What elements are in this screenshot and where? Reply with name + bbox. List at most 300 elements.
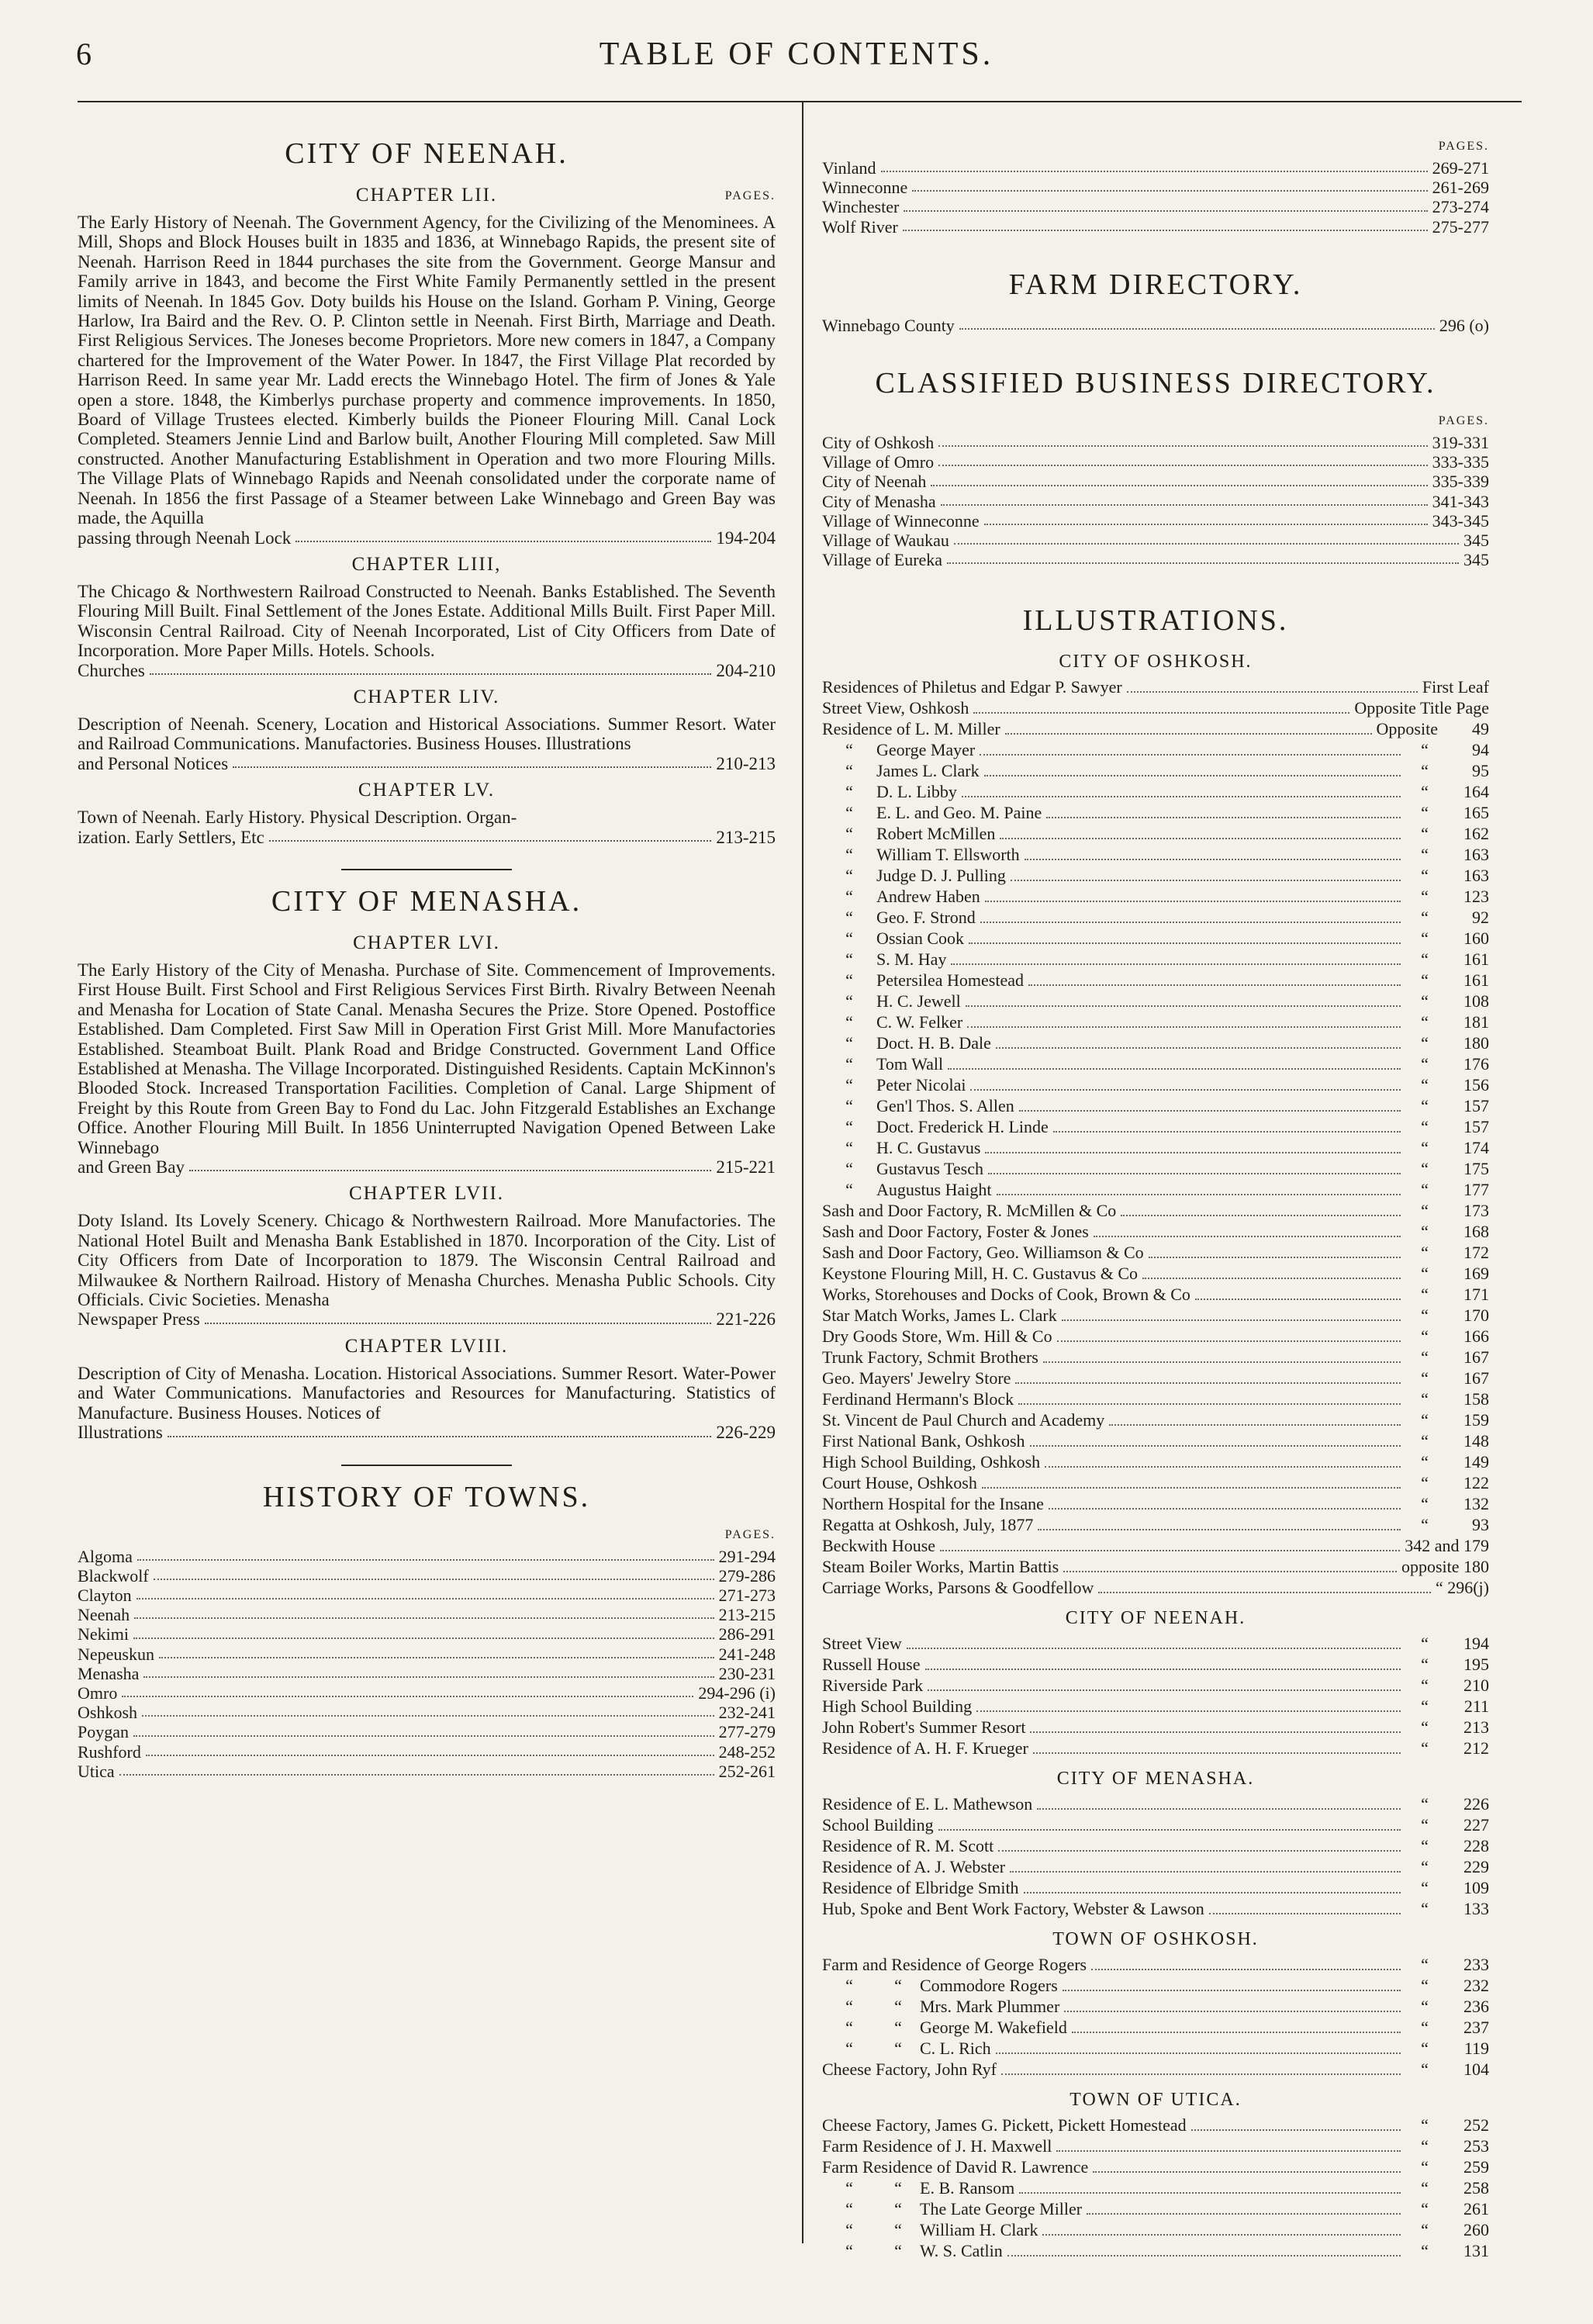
- chapter-heading-row: [78, 932, 776, 960]
- illustration-page: 159: [1463, 1410, 1489, 1430]
- entry-pages: 294-296 (i): [698, 1682, 776, 1703]
- illustration-name: Keystone Flouring Mill, H. C. Gustavus & Co: [822, 1264, 1139, 1284]
- dot-leader: [1093, 2171, 1401, 2173]
- dot-leader: [940, 1550, 1400, 1551]
- dot-leader: [119, 1762, 714, 1776]
- illustration-name: Russell House: [822, 1655, 921, 1675]
- illustration-name: Residence of Elbridge Smith: [822, 1878, 1019, 1898]
- illustration-page: 180: [1463, 1033, 1489, 1053]
- chapter-summary: Town of Neenah. Early History. Physical Description. Organ-: [78, 808, 517, 828]
- ditto-mark: “: [845, 2039, 853, 2059]
- illustration-name: William T. Ellsworth: [876, 845, 1020, 865]
- illustration-page: opposite 180: [1401, 1557, 1489, 1577]
- ditto-mark: “: [1421, 887, 1429, 907]
- illustration-entry: [822, 1075, 1489, 1096]
- dot-leader: [1019, 2192, 1401, 2194]
- ditto-mark: “: [1421, 1452, 1429, 1472]
- ditto-mark: “: [845, 1117, 853, 1137]
- ditto-mark: Opposite: [1376, 719, 1438, 739]
- illustration-name: Star Match Works, James L. Clark: [822, 1306, 1057, 1326]
- dot-leader: [938, 452, 1428, 466]
- ditto-mark: “: [845, 970, 853, 991]
- ditto-mark: “: [845, 991, 853, 1012]
- dot-leader: [159, 1644, 714, 1658]
- ditto-mark: “: [1421, 1264, 1429, 1284]
- ditto-mark: “: [1421, 1347, 1429, 1368]
- illustration-page: 181: [1463, 1012, 1489, 1032]
- dot-leader: [1091, 1969, 1401, 1970]
- illustration-page: Opposite Title Page: [1354, 698, 1489, 718]
- entry-pages: 232-241: [718, 1703, 776, 1723]
- entry-name: City of Oshkosh: [822, 433, 935, 453]
- illustration-name: Steam Boiler Works, Martin Battis: [822, 1557, 1059, 1577]
- illustration-name: E. B. Ransom: [920, 2178, 1015, 2198]
- entry-name: Village of Waukau: [822, 531, 949, 551]
- ditto-mark: “: [1421, 1096, 1429, 1116]
- entry-pages: 345: [1463, 550, 1489, 570]
- chapter-summary: The Early History of the City of Menasha. Purchase of Site. Commencement of Improvements. First House Built. First School and First Religious Services First Birth. Rivalry Between Neenah and Menasha for Location of State Canal. Menasha Secures the Prize. Store Opened. Postoffice Established. Dam Completed. First Saw Mill in Operation First Grist Mill. More Manufactories Established. Steamboat Built. Plank Road and Bridge Constructed. Government Land Office Established at Menasha. The Village Incorporated. Distinguished Residents. Captain McKinnon's Blooded Stock. Increased Transportation Facilities. Completion of Canal. Large Shipment of Freight by this Route from Green Bay to Fond du Lac. John Fitzgerald Establishes an Exchange Office. Another Flouring Mill Built. In 1856 Uninterrupted Navigation Opened Between Lake Winnebago: [78, 960, 776, 1157]
- section-title-business: CLASSIFIED BUSINESS DIRECTORY.: [875, 367, 1436, 400]
- dot-leader: [137, 1547, 714, 1561]
- entry-pages: 279-286: [718, 1565, 776, 1586]
- illustration-name: Residence of E. L. Mathewson: [822, 1794, 1033, 1814]
- chapter-heading-row: [78, 780, 776, 808]
- illustration-name: Ferdinand Hermann's Block: [822, 1389, 1014, 1409]
- ditto-mark: “: [1421, 803, 1429, 823]
- illustration-entry: [822, 1794, 1489, 1815]
- illustration-page: 109: [1463, 1878, 1489, 1898]
- toc-entry: [78, 1722, 776, 1741]
- menasha-chapters: [78, 932, 776, 1443]
- ditto-mark: “: [845, 782, 853, 802]
- ditto-mark: “: [845, 1138, 853, 1158]
- ditto-mark: “: [1421, 2018, 1429, 2038]
- ditto-mark: “: [1421, 1473, 1429, 1493]
- page-header: [0, 31, 1593, 78]
- illustration-name: Farm and Residence of George Rogers: [822, 1955, 1087, 1975]
- entry-pages: 275-277: [1432, 216, 1489, 237]
- ditto-mark: “: [1421, 2157, 1429, 2177]
- illustration-page: 252: [1463, 2115, 1489, 2136]
- illustration-entry: [822, 2178, 1489, 2199]
- illustration-entry: [822, 719, 1489, 740]
- ditto-mark: “: [1421, 1117, 1429, 1137]
- dot-leader: [1038, 1529, 1401, 1530]
- ditto-mark: “: [1421, 2220, 1429, 2240]
- dot-leader: [233, 754, 711, 768]
- ditto-mark: “: [1421, 1899, 1429, 1919]
- ditto-mark: “: [1421, 2241, 1429, 2261]
- illustration-name: S. M. Hay: [876, 949, 947, 970]
- dot-leader: [980, 754, 1401, 756]
- illustration-page: 165: [1463, 803, 1489, 823]
- illustration-entry: [822, 929, 1489, 949]
- entry-name: City of Neenah: [822, 472, 927, 492]
- illustration-name: Sash and Door Factory, Geo. Williamson & Co: [822, 1243, 1144, 1263]
- illustration-entry: [822, 2136, 1489, 2157]
- ditto-mark: “: [845, 1976, 853, 1996]
- chapter-summary-end: and Green Bay: [78, 1157, 185, 1178]
- toc-entry: [78, 1566, 776, 1586]
- illustration-page: 170: [1463, 1306, 1489, 1326]
- illustration-name: Ossian Cook: [876, 929, 965, 949]
- illustration-entry: [822, 866, 1489, 887]
- ditto-mark: “: [845, 761, 853, 781]
- illustration-entry: [822, 1410, 1489, 1431]
- illustration-entry: [822, 1096, 1489, 1117]
- illustration-page: 232: [1463, 1976, 1489, 1996]
- illustration-entry: [822, 2157, 1489, 2178]
- ditto-mark: “: [1421, 866, 1429, 886]
- ditto-mark: “: [894, 1976, 902, 1996]
- ditto-mark: “: [845, 2220, 853, 2240]
- illustration-name: Beckwith House: [822, 1536, 936, 1556]
- dot-leader: [143, 1664, 714, 1678]
- illustration-page: 166: [1463, 1326, 1489, 1347]
- illustration-name: Northern Hospital for the Insane: [822, 1494, 1044, 1514]
- illustration-group-title: CITY OF NEENAH.: [1065, 1608, 1246, 1629]
- pages-label: PAGES.: [1438, 414, 1489, 428]
- illustration-name: First National Bank, Oshkosh: [822, 1431, 1025, 1451]
- toc-entry: [822, 550, 1489, 569]
- ditto-mark: “: [894, 2220, 902, 2240]
- illustration-name: Residence of A. J. Webster: [822, 1857, 1006, 1877]
- dot-leader: [966, 1005, 1401, 1007]
- dot-leader: [931, 472, 1427, 486]
- illustration-entry: [822, 1717, 1489, 1738]
- illustration-page: 164: [1463, 782, 1489, 802]
- ditto-mark: “: [1421, 1222, 1429, 1242]
- entry-pages: 296 (o): [1439, 315, 1489, 335]
- ditto-mark: “: [1421, 1738, 1429, 1759]
- illustration-entry: [822, 2220, 1489, 2241]
- illustration-page: 122: [1463, 1473, 1489, 1493]
- dot-leader: [980, 922, 1401, 923]
- left-column: [78, 124, 776, 1781]
- ditto-mark: “: [1421, 1075, 1429, 1095]
- illustration-entry: [822, 1473, 1489, 1494]
- entry-pages: 319-331: [1432, 433, 1489, 453]
- dot-leader: [947, 550, 1459, 564]
- dot-leader: [984, 511, 1428, 525]
- dot-leader: [1010, 1871, 1401, 1873]
- illustration-name: Augustus Haight: [876, 1180, 992, 1200]
- illustration-name: Street View: [822, 1634, 902, 1654]
- toc-entry: [78, 1586, 776, 1605]
- illustration-page: 211: [1463, 1696, 1489, 1717]
- ditto-mark: “: [1421, 949, 1429, 970]
- entry-pages: 252-261: [718, 1761, 776, 1781]
- entry-pages: 248-252: [718, 1741, 776, 1762]
- illustration-name: Commodore Rogers: [920, 1976, 1058, 1996]
- section-divider: [341, 869, 512, 870]
- entry-name: Village of Winneconne: [822, 510, 980, 531]
- illustration-name: Residence of A. H. F. Krueger: [822, 1738, 1028, 1759]
- illustration-name: Farm Residence of J. H. Maxwell: [822, 2136, 1052, 2156]
- page-range: 210-213: [716, 753, 776, 773]
- entry-name: Nepeuskun: [78, 1644, 154, 1664]
- ditto-mark: “: [1421, 761, 1429, 781]
- toc-entry: [822, 452, 1489, 472]
- entry-name: Winchester: [822, 197, 900, 217]
- ditto-mark: “: [1421, 1955, 1429, 1975]
- toc-entry: [78, 1683, 776, 1703]
- chapter-summary-end: Newspaper Press: [78, 1309, 200, 1330]
- illustration-page: 104: [1463, 2059, 1489, 2080]
- illustration-name: Works, Storehouses and Docks of Cook, Brown & Co: [822, 1285, 1190, 1305]
- illustration-name: Gustavus Tesch: [876, 1159, 983, 1179]
- dot-leader: [938, 1829, 1401, 1831]
- ditto-mark: “: [1421, 1655, 1429, 1675]
- toc-entry: [822, 158, 1489, 178]
- ditto-mark: “: [1421, 1634, 1429, 1654]
- illustration-page: 168: [1463, 1222, 1489, 1242]
- dot-leader: [1098, 1592, 1431, 1593]
- ditto-mark: “: [1421, 824, 1429, 844]
- illustration-page: 95: [1472, 761, 1489, 781]
- illustration-entry: [822, 1326, 1489, 1347]
- entry-name: Winnebago County: [822, 315, 955, 335]
- ditto-mark: “: [1421, 970, 1429, 991]
- section-title-menasha: CITY OF MENASHA.: [271, 884, 582, 918]
- dot-leader: [948, 1068, 1401, 1070]
- pages-label: PAGES.: [724, 1527, 776, 1541]
- dot-leader: [1025, 859, 1401, 860]
- entry-pages: 241-248: [718, 1644, 776, 1664]
- dot-leader: [1043, 1361, 1401, 1363]
- dot-leader: [967, 1026, 1401, 1028]
- illustration-entry: [822, 1138, 1489, 1159]
- farm-list: [822, 316, 1489, 335]
- ditto-mark: “: [1421, 1815, 1429, 1835]
- entry-name: Omro: [78, 1682, 118, 1703]
- entry-name: City of Menasha: [822, 491, 936, 511]
- ditto-mark: “: [845, 2018, 853, 2038]
- illustration-entry: [822, 1557, 1489, 1578]
- dot-leader: [1007, 2255, 1401, 2257]
- dot-leader: [1087, 2213, 1401, 2215]
- illustration-group-title: TOWN OF OSHKOSH.: [1052, 1929, 1259, 1950]
- illustration-entry: [822, 1878, 1489, 1899]
- illustration-page: 228: [1463, 1836, 1489, 1856]
- chapter-page-ref: [78, 1423, 776, 1442]
- entry-pages: 291-294: [718, 1546, 776, 1566]
- illustration-name: Trunk Factory, Schmit Brothers: [822, 1347, 1038, 1368]
- ditto-mark: “: [1421, 908, 1429, 928]
- ditto-mark: “: [1421, 1794, 1429, 1814]
- dot-leader: [150, 661, 711, 675]
- illustration-page: 213: [1463, 1717, 1489, 1738]
- page-number: 6: [76, 36, 92, 71]
- ditto-mark: “: [1421, 1431, 1429, 1451]
- page-range: 213-215: [716, 827, 776, 847]
- illustration-name: E. L. and Geo. M. Paine: [876, 803, 1042, 823]
- dot-leader: [959, 316, 1435, 330]
- illustration-page: 167: [1463, 1368, 1489, 1389]
- illustration-page: 119: [1463, 2039, 1489, 2059]
- illustration-page: 158: [1463, 1389, 1489, 1409]
- chapter-summary: Description of City of Menasha. Location. Historical Associations. Summer Resort. Water-Power and Water Communications. Manufactories and Resources for Manufacturing. Statistics of Manufacture. Business Houses. Notices of: [78, 1363, 776, 1423]
- illustration-name: Residence of L. M. Miller: [822, 719, 1000, 739]
- illustration-entry: [822, 1815, 1489, 1836]
- illustration-page: 237: [1463, 2018, 1489, 2038]
- section-title-neenah: CITY OF NEENAH.: [285, 137, 568, 170]
- entry-pages: 345: [1463, 531, 1489, 551]
- illustration-name: Regatta at Oshkosh, July, 1877: [822, 1515, 1034, 1535]
- ditto-mark: “: [1421, 1159, 1429, 1179]
- illustration-page: 108: [1463, 991, 1489, 1012]
- illustration-name: Mrs. Mark Plummer: [920, 1997, 1060, 2017]
- illustration-name: Judge D. J. Pulling: [876, 866, 1006, 886]
- toc-entry: [78, 1664, 776, 1683]
- illustration-name: Cheese Factory, John Ryf: [822, 2059, 997, 2080]
- dot-leader: [1011, 880, 1401, 881]
- entry-name: Wolf River: [822, 216, 898, 237]
- ditto-mark: “: [1421, 1326, 1429, 1347]
- chapter-title: CHAPTER LII.: [355, 185, 498, 206]
- dot-leader: [1030, 1445, 1401, 1447]
- illustration-page: 161: [1463, 949, 1489, 970]
- ditto-mark: “: [845, 803, 853, 823]
- illustration-group-title: TOWN OF UTICA.: [1069, 2090, 1242, 2111]
- column-divider: [802, 102, 803, 2243]
- ditto-mark: “: [1421, 740, 1429, 760]
- dot-leader: [1056, 2150, 1401, 2152]
- ditto-mark: “: [845, 866, 853, 886]
- entry-pages: 271-273: [718, 1585, 776, 1605]
- illustration-entry: [822, 677, 1489, 698]
- illustration-entry: [822, 1243, 1489, 1264]
- illustration-entry: [822, 1264, 1489, 1285]
- illustration-entry: [822, 1997, 1489, 2018]
- illustration-entry: [822, 2115, 1489, 2136]
- dot-leader: [1142, 1278, 1401, 1279]
- dot-leader: [1057, 1340, 1401, 1342]
- ditto-mark: “: [845, 908, 853, 928]
- illustration-page: 172: [1463, 1243, 1489, 1263]
- page-range: 204-210: [716, 660, 776, 680]
- entry-pages: 341-343: [1432, 491, 1489, 511]
- illustration-page: 173: [1463, 1201, 1489, 1221]
- illustration-page: “ 296(j): [1435, 1578, 1489, 1598]
- dot-leader: [962, 796, 1401, 797]
- ditto-mark: “: [1421, 1368, 1429, 1389]
- section-divider: [341, 1465, 512, 1466]
- ditto-mark: “: [1421, 1201, 1429, 1221]
- section-title-illustrations: ILLUSTRATIONS.: [1022, 604, 1289, 638]
- right-column: [822, 140, 1489, 2262]
- dot-leader: [912, 178, 1427, 192]
- ditto-mark: “: [1421, 1494, 1429, 1514]
- ditto-mark: “: [1421, 1976, 1429, 1996]
- ditto-mark: “: [1421, 2059, 1429, 2080]
- dot-leader: [988, 1173, 1401, 1174]
- illustration-name: John Robert's Summer Resort: [822, 1717, 1026, 1738]
- entry-pages: 343-345: [1432, 510, 1489, 531]
- illustration-entry: [822, 1180, 1489, 1201]
- dot-leader: [1018, 1403, 1401, 1405]
- chapter-summary: Description of Neenah. Scenery, Location and Historical Associations. Summer Resort. Water and Railroad Communications. Manufactories. Business Houses. Illustrations: [78, 714, 776, 754]
- ditto-mark: “: [1421, 1410, 1429, 1430]
- illustration-page: 149: [1463, 1452, 1489, 1472]
- toc-entry: [78, 1703, 776, 1722]
- dot-leader: [1209, 1913, 1401, 1914]
- illustration-name: William H. Clark: [920, 2220, 1038, 2240]
- chapter-title: CHAPTER LV.: [358, 780, 496, 801]
- illustration-entry: [822, 2059, 1489, 2080]
- ditto-mark: “: [894, 2178, 902, 2198]
- toc-entry: [822, 531, 1489, 550]
- ditto-mark: “: [1421, 1054, 1429, 1074]
- illustration-name: Dry Goods Store, Wm. Hill & Co: [822, 1326, 1052, 1347]
- illustration-page: 236: [1463, 1997, 1489, 2017]
- dot-leader: [996, 2053, 1401, 2054]
- ditto-mark: “: [1421, 1857, 1429, 1877]
- entry-name: Neenah: [78, 1605, 130, 1625]
- illustration-group-title: CITY OF OSHKOSH.: [1059, 652, 1253, 673]
- dot-leader: [122, 1683, 693, 1697]
- towns-continued-list: [822, 158, 1489, 237]
- dot-leader: [1072, 2032, 1401, 2033]
- page-range: 226-229: [716, 1423, 776, 1443]
- illustration-name: C. W. Felker: [876, 1012, 963, 1032]
- illustration-name: Andrew Haben: [876, 887, 980, 907]
- chapter-summary-end: and Personal Notices: [78, 753, 229, 773]
- entry-pages: 230-231: [718, 1663, 776, 1683]
- dot-leader: [1109, 1424, 1401, 1426]
- illustration-page: 148: [1463, 1431, 1489, 1451]
- chapter-heading-row: [78, 1336, 776, 1364]
- entry-name: Winneconne: [822, 178, 908, 198]
- chapter-heading-row: [78, 185, 776, 213]
- entry-pages: 261-269: [1432, 178, 1489, 198]
- illustration-page: 160: [1463, 929, 1489, 949]
- illustration-entry: [822, 1696, 1489, 1717]
- illustration-page: 175: [1463, 1159, 1489, 1179]
- chapter-title: CHAPTER LIV.: [353, 686, 500, 707]
- toc-entry: [822, 217, 1489, 237]
- toc-entry: [822, 433, 1489, 452]
- dot-leader: [1053, 1131, 1401, 1133]
- toc-entry: [78, 1547, 776, 1566]
- ditto-mark: “: [1421, 1033, 1429, 1053]
- ditto-mark: “: [845, 845, 853, 865]
- illustration-entry: [822, 1655, 1489, 1676]
- dot-leader: [881, 158, 1428, 172]
- illustration-entry: [822, 782, 1489, 803]
- illustration-name: Court House, Oshkosh: [822, 1473, 977, 1493]
- ditto-mark: “: [1421, 2178, 1429, 2198]
- illustration-name: James L. Clark: [876, 761, 980, 781]
- entry-name: Poygan: [78, 1722, 129, 1742]
- illustration-name: Petersilea Homestead: [876, 970, 1024, 991]
- dot-leader: [928, 1689, 1401, 1691]
- illustration-page: 174: [1463, 1138, 1489, 1158]
- illustration-entry: [822, 1955, 1489, 1976]
- illustration-page: 49: [1472, 719, 1489, 739]
- chapter-title: CHAPTER LVII.: [348, 1183, 505, 1205]
- dot-leader: [1033, 1752, 1401, 1754]
- dot-leader: [1037, 1808, 1401, 1810]
- dot-leader: [997, 1194, 1401, 1195]
- illustration-entry: [822, 2241, 1489, 2262]
- ditto-mark: “: [1421, 1012, 1429, 1032]
- illustration-name: Riverside Park: [822, 1676, 924, 1696]
- dot-leader: [970, 1089, 1401, 1091]
- dot-leader: [1063, 1990, 1401, 1991]
- illustration-page: 177: [1463, 1180, 1489, 1200]
- pages-label: PAGES.: [724, 189, 776, 202]
